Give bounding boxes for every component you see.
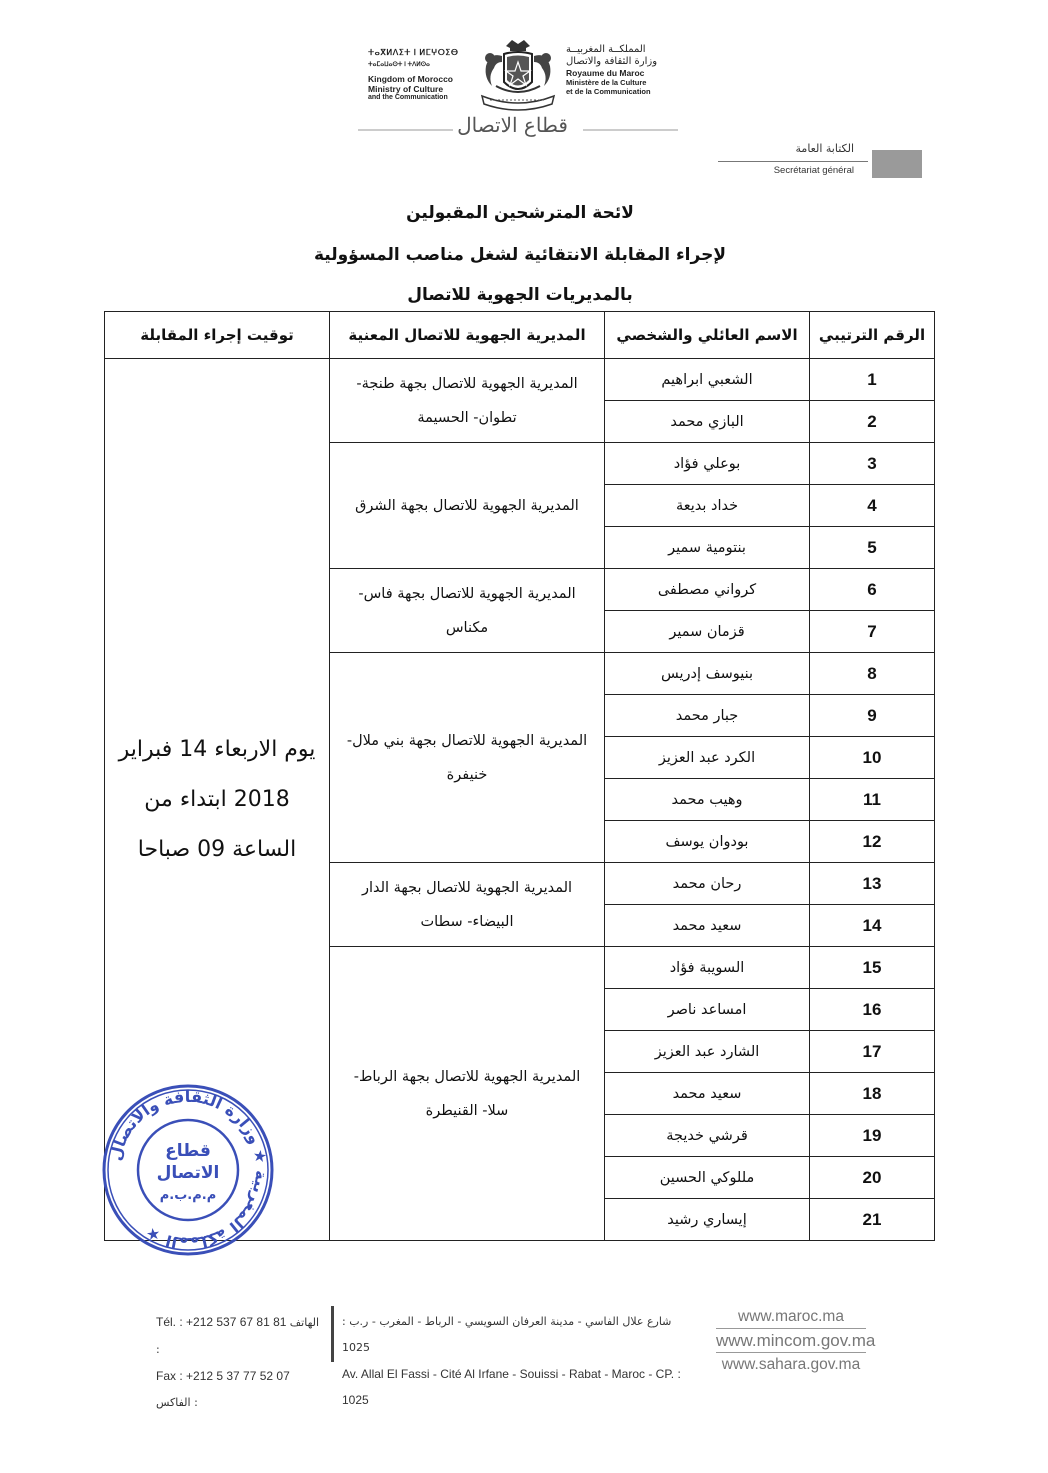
row-num: 15 (810, 947, 935, 989)
directorate-cell: المديرية الجهوية للاتصال بجهة الدار البيضاء- سطات (330, 863, 605, 947)
header-ministry-en: Ministry of Culture (368, 84, 444, 94)
row-name: إيساري رشيد (605, 1199, 810, 1241)
header-tifinagh-small: ⵜⴰⵎⴰⵡⴰⵙⵜ ⵏ ⵜⴷⵍⵙⴰ (368, 62, 430, 68)
footer-link-maroc[interactable]: www.maroc.ma (738, 1308, 844, 1325)
header-time: توقيت إجراء المقابلة (105, 312, 330, 359)
header-ministry-fr: Ministère de la Culture (566, 78, 647, 87)
row-name: جبار محمد (605, 695, 810, 737)
title-line-3: بالمديريات الجهوية للاتصال (407, 285, 633, 305)
row-num: 9 (810, 695, 935, 737)
row-num: 19 (810, 1115, 935, 1157)
footer-link-sahara[interactable]: www.sahara.gov.ma (721, 1356, 861, 1373)
stamp-inner-3: م.م.ب.م (159, 1188, 217, 1203)
header-kingdom-en: Kingdom of Morocco (368, 74, 453, 84)
row-name: سعيد محمد (605, 905, 810, 947)
row-name: الكرد عبد العزيز (605, 737, 810, 779)
directorate-cell: المديرية الجهوية للاتصال بجهة بني ملال- خنيفرة (330, 653, 605, 863)
directorate-cell: المديرية الجهوية للاتصال بجهة الرباط- سلا- القنيطرة (330, 947, 605, 1241)
row-name: كرواني مصطفى (605, 569, 810, 611)
row-num: 17 (810, 1031, 935, 1073)
row-num: 12 (810, 821, 935, 863)
row-num: 13 (810, 863, 935, 905)
header-name: الاسم العائلي والشخصي (605, 312, 810, 359)
row-num: 5 (810, 527, 935, 569)
header-left-block (368, 48, 478, 102)
row-name: الشارد عبد العزيز (605, 1031, 810, 1073)
row-num: 2 (810, 401, 935, 443)
row-num: 16 (810, 989, 935, 1031)
secretariat-fr: Secrétariat général (773, 165, 854, 176)
row-num: 6 (810, 569, 935, 611)
secretariat-line (718, 161, 868, 162)
directorate-cell: المديرية الجهوية للاتصال بجهة طنجة- تطوان- الحسيمة (330, 359, 605, 443)
table-header-row (105, 312, 935, 359)
row-num: 20 (810, 1157, 935, 1199)
row-name: خداد بديعة (605, 485, 810, 527)
footer-websites (716, 1305, 876, 1376)
row-name: بنيوسف إدريس (605, 653, 810, 695)
secretariat-gray-box (872, 150, 922, 178)
footer-address-ar: شارع علال الفاسي - مدينة العرفان السويسي - الرباط - المغرب - ر.ب : 1025 (342, 1315, 672, 1354)
row-name: السويبة فؤاد (605, 947, 810, 989)
footer-fax: Fax : +212 5 37 77 52 07 (156, 1369, 290, 1383)
stamp-inner-1: قطاع (165, 1141, 211, 1161)
header-ministry-ar: وزارة الثقافة والاتصال (566, 56, 658, 67)
row-num: 1 (810, 359, 935, 401)
row-num: 21 (810, 1199, 935, 1241)
title-line-1: لائحة المترشحين المقبولين (406, 203, 634, 223)
row-name: بودوان يوسف (605, 821, 810, 863)
row-name: قرشي خديجة (605, 1115, 810, 1157)
sector-title: قطاع الاتصال (457, 113, 568, 137)
stamp-outer-text: المملكة المغربية ★ وزارة الثقافة والاتصال ★ (105, 1086, 272, 1254)
row-num: 7 (810, 611, 935, 653)
row-num: 10 (810, 737, 935, 779)
secretariat-ar: الكتابة العامة (795, 142, 854, 155)
coat-of-arms-emblem (476, 38, 560, 114)
footer-tel: Tél. : +212 537 67 81 81 (156, 1315, 287, 1329)
header-communication-fr: et de la Communication (566, 87, 651, 96)
row-name: قزمان سمير (605, 611, 810, 653)
row-num: 4 (810, 485, 935, 527)
title-line-2: لإجراء المقابلة الانتقائية لشغل مناصب المسؤولية (313, 245, 726, 265)
row-name: سعيد محمد (605, 1073, 810, 1115)
row-name: رحان محمد (605, 863, 810, 905)
row-name: بوعلي فؤاد (605, 443, 810, 485)
stamp-inner-2: الاتصال (156, 1163, 220, 1183)
official-stamp (100, 1082, 276, 1258)
footer-address-fr: Av. Allal El Fassi - Cité Al Irfane - Souissi - Rabat - Maroc - CP. : 1025 (342, 1367, 681, 1407)
header-kingdom-ar: المملكــة المغربيــة (566, 44, 646, 55)
row-num: 18 (810, 1073, 935, 1115)
table-row (105, 359, 935, 401)
row-num: 14 (810, 905, 935, 947)
footer-contact (156, 1309, 326, 1416)
header-directorate: المديرية الجهوية للاتصال المعنية (330, 312, 605, 359)
row-name: بنتومية سمير (605, 527, 810, 569)
directorate-cell: المديرية الجهوية للاتصال بجهة فاس- مكناس (330, 569, 605, 653)
header-communication-en: and the Communication (368, 94, 448, 101)
interview-time-cell: يوم الاربعاء 14 فبراير 2018 ابتداء من الساعة 09 صباحا (105, 359, 330, 1241)
directorate-cell: المديرية الجهوية للاتصال بجهة الشرق (330, 443, 605, 569)
header-kingdom-fr: Royaume du Maroc (566, 68, 645, 78)
row-name: وهيب محمد (605, 779, 810, 821)
row-name: الشعبي ابراهيم (605, 359, 810, 401)
secretariat-block (718, 142, 868, 176)
row-num: 11 (810, 779, 935, 821)
row-num: 8 (810, 653, 935, 695)
header-tifinagh: ⵜⴰⴳⵍⴷⵉⵜ ⵏ ⵍⵎⵖⵔⵉⴱ (368, 48, 459, 57)
footer-tel-label: الهاتف : (156, 1316, 320, 1356)
header-num: الرقم الترتيبي (810, 312, 935, 359)
row-name: البازي محمد (605, 401, 810, 443)
footer-link-mincom[interactable]: www.mincom.gov.ma (716, 1328, 866, 1353)
footer-address (342, 1309, 682, 1413)
header-right-block (566, 44, 676, 96)
footer-separator (331, 1306, 334, 1362)
row-num: 3 (810, 443, 935, 485)
row-name: مللوكي الحسين (605, 1157, 810, 1199)
row-name: امساعد ناصر (605, 989, 810, 1031)
footer-fax-label: الفاكس : (156, 1396, 198, 1409)
